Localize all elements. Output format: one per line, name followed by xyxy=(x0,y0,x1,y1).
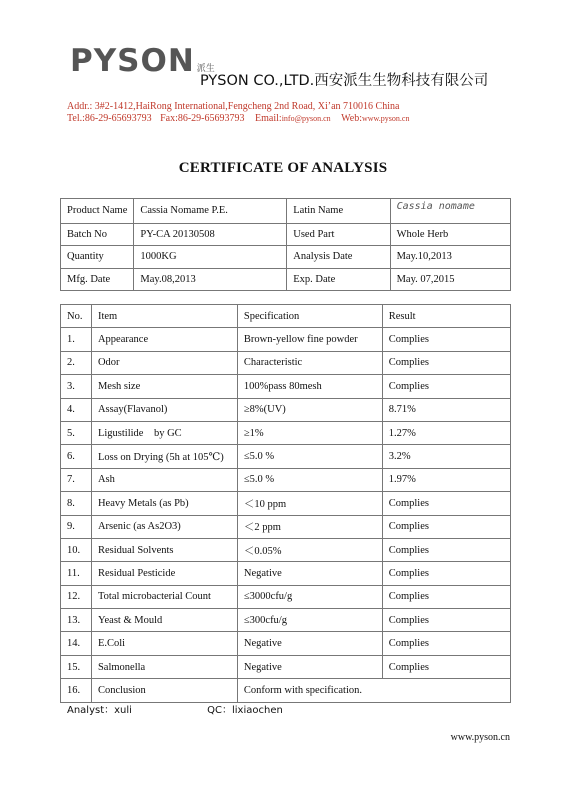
table-row xyxy=(61,351,511,374)
fax-number: Fax:86-29-65693793 xyxy=(160,113,245,124)
row-result: Complies xyxy=(382,351,510,374)
analyst-name: Analyst：xuli xyxy=(67,705,132,716)
row-result: 8.71% xyxy=(382,398,510,421)
row-item: Salmonella xyxy=(91,655,237,678)
table-row xyxy=(61,468,511,491)
conclusion-text: Conform with specification. xyxy=(237,679,510,702)
row-specification: ＜0.05% xyxy=(237,538,382,561)
batch-no-value: PY-CA 20130508 xyxy=(134,223,287,246)
batch-no-label: Batch No xyxy=(61,223,134,246)
row-specification: ＜2 ppm xyxy=(237,515,382,538)
table-header-row xyxy=(61,305,511,328)
logo-text: PYSON xyxy=(70,43,195,79)
row-item: Total microbacterial Count xyxy=(91,585,237,608)
row-no: 8. xyxy=(61,492,92,515)
latin-name-value: Cassia nomame xyxy=(390,199,510,224)
row-result: Complies xyxy=(382,609,510,632)
analysis-date-value: May.10,2013 xyxy=(390,246,510,269)
table-row xyxy=(61,632,511,655)
table-row xyxy=(61,609,511,632)
row-specification: ≤5.0 % xyxy=(237,468,382,491)
row-item: E.Coli xyxy=(91,632,237,655)
email-address: info@pyson.cn xyxy=(281,114,331,123)
column-header-no: No. xyxy=(61,305,92,328)
table-row xyxy=(61,492,511,515)
row-specification: Brown-yellow fine powder xyxy=(237,328,382,351)
product-name-value: Cassia Nomame P.E. xyxy=(134,199,287,224)
info-row xyxy=(61,268,511,291)
document-title: CERTIFICATE OF ANALYSIS xyxy=(178,160,388,176)
row-specification: ≥8%(UV) xyxy=(237,398,382,421)
row-result: Complies xyxy=(382,375,510,398)
row-specification: Negative xyxy=(237,632,382,655)
row-item: Ligustilide by GC xyxy=(91,421,237,444)
row-result: Complies xyxy=(382,492,510,515)
conclusion-row xyxy=(61,679,511,702)
company-contact xyxy=(67,113,409,125)
row-result: 1.97% xyxy=(382,468,510,491)
footer-website: www.pyson.cn xyxy=(450,732,510,743)
row-specification: ≤5.0 % xyxy=(237,445,382,468)
exp-date-label: Exp. Date xyxy=(287,268,390,291)
row-item: Odor xyxy=(91,351,237,374)
row-no: 1. xyxy=(61,328,92,351)
row-item: Yeast & Mould xyxy=(91,609,237,632)
row-result: Complies xyxy=(382,328,510,351)
row-no: 12. xyxy=(61,585,92,608)
row-result: 1.27% xyxy=(382,421,510,444)
used-part-label: Used Part xyxy=(287,223,390,246)
row-item: Residual Solvents xyxy=(91,538,237,561)
row-specification: ≥1% xyxy=(237,421,382,444)
table-row xyxy=(61,655,511,678)
quantity-value: 1000KG xyxy=(134,246,287,269)
info-row xyxy=(61,199,511,224)
row-specification: Negative xyxy=(237,562,382,585)
row-item: Loss on Drying (5h at 105℃) xyxy=(91,445,237,468)
mfg-date-label: Mfg. Date xyxy=(61,268,134,291)
table-row xyxy=(61,398,511,421)
column-header-result: Result xyxy=(382,305,510,328)
quantity-label: Quantity xyxy=(61,246,134,269)
row-no: 3. xyxy=(61,375,92,398)
analysis-results-table xyxy=(60,304,511,703)
row-no: 10. xyxy=(61,538,92,561)
product-name-label: Product Name xyxy=(61,199,134,224)
row-item: Mesh size xyxy=(91,375,237,398)
row-result: Complies xyxy=(382,515,510,538)
conclusion-label: Conclusion xyxy=(91,679,237,702)
used-part-value: Whole Herb xyxy=(390,223,510,246)
company-name: PYSON CO.,LTD.西安派生生物科技有限公司 xyxy=(200,73,489,89)
row-item: Assay(Flavanol) xyxy=(91,398,237,421)
row-item: Heavy Metals (as Pb) xyxy=(91,492,237,515)
product-info-table xyxy=(60,198,511,291)
row-no: 13. xyxy=(61,609,92,632)
table-row xyxy=(61,515,511,538)
row-item: Ash xyxy=(91,468,237,491)
table-row xyxy=(61,375,511,398)
row-specification: 100%pass 80mesh xyxy=(237,375,382,398)
row-no: 5. xyxy=(61,421,92,444)
row-specification: ≤300cfu/g xyxy=(237,609,382,632)
column-header-item: Item xyxy=(91,305,237,328)
row-no: 15. xyxy=(61,655,92,678)
table-row xyxy=(61,538,511,561)
row-item: Arsenic (as As2O3) xyxy=(91,515,237,538)
row-item: Appearance xyxy=(91,328,237,351)
web-label: Web: xyxy=(341,113,362,124)
row-result: Complies xyxy=(382,538,510,561)
table-row xyxy=(61,421,511,444)
table-row xyxy=(61,585,511,608)
exp-date-value: May. 07,2015 xyxy=(390,268,510,291)
row-result: Complies xyxy=(382,562,510,585)
column-header-specification: Specification xyxy=(237,305,382,328)
row-no: 11. xyxy=(61,562,92,585)
row-specification: Negative xyxy=(237,655,382,678)
info-row xyxy=(61,223,511,246)
mfg-date-value: May.08,2013 xyxy=(134,268,287,291)
row-specification: Characteristic xyxy=(237,351,382,374)
latin-name-label: Latin Name xyxy=(287,199,390,224)
row-no: 14. xyxy=(61,632,92,655)
row-no: 6. xyxy=(61,445,92,468)
table-row xyxy=(61,562,511,585)
tel-number: Tel.:86-29-65693793 xyxy=(67,113,152,124)
company-address: Addr.: 3#2-1412,HaiRong International,Fengcheng 2nd Road, Xi’an 710016 China xyxy=(67,101,400,112)
row-item: Residual Pesticide xyxy=(91,562,237,585)
analysis-date-label: Analysis Date xyxy=(287,246,390,269)
row-specification: ≤3000cfu/g xyxy=(237,585,382,608)
row-result: Complies xyxy=(382,632,510,655)
row-result: Complies xyxy=(382,655,510,678)
signoff-line xyxy=(67,701,283,716)
company-logo xyxy=(70,43,215,79)
info-row xyxy=(61,246,511,269)
row-result: Complies xyxy=(382,585,510,608)
web-address: www.pyson.cn xyxy=(361,114,410,123)
row-no: 7. xyxy=(61,468,92,491)
table-row xyxy=(61,445,511,468)
table-row xyxy=(61,328,511,351)
email-label: Email: xyxy=(255,113,282,124)
row-no: 2. xyxy=(61,351,92,374)
conclusion-no: 16. xyxy=(61,679,92,702)
row-no: 4. xyxy=(61,398,92,421)
row-result: 3.2% xyxy=(382,445,510,468)
row-no: 9. xyxy=(61,515,92,538)
qc-name: QC：lixiaochen xyxy=(207,705,283,716)
row-specification: ＜10 ppm xyxy=(237,492,382,515)
logo-subtext: 派生 xyxy=(196,64,215,74)
